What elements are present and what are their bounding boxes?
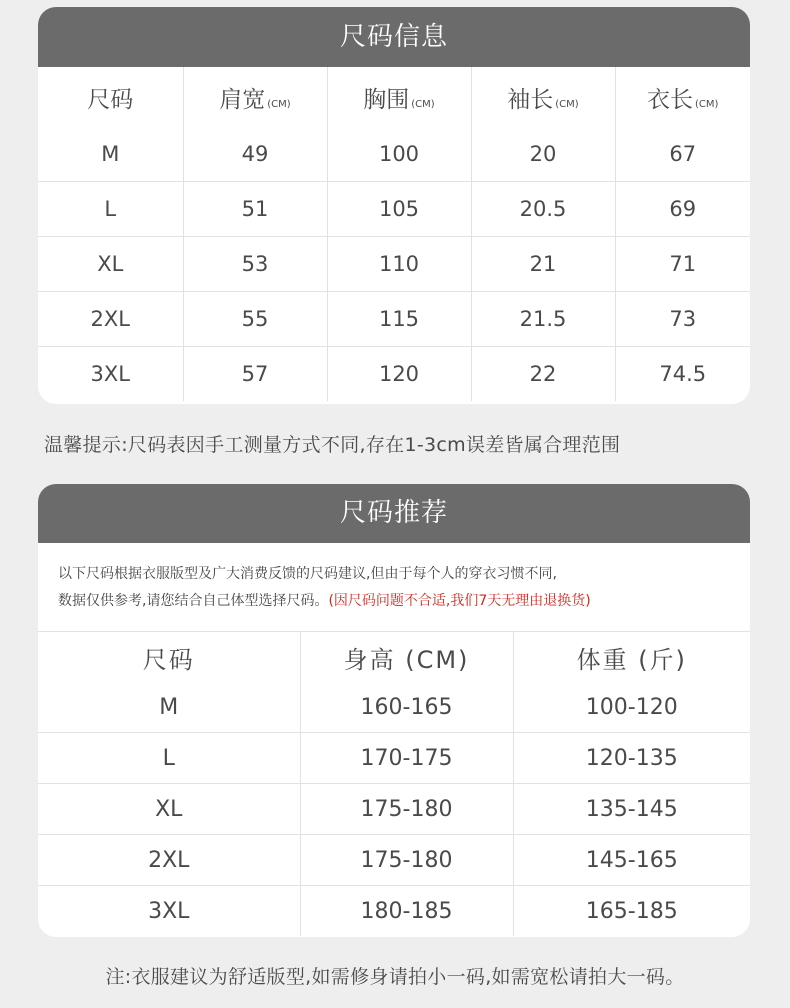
size-info-table	[38, 67, 750, 401]
cell-sleeve: 21	[471, 237, 615, 292]
cell-shoulder: 55	[183, 292, 327, 347]
cell-height: 160-165	[300, 682, 513, 733]
cell-sleeve: 22	[471, 347, 615, 402]
cell-size: L	[38, 182, 183, 237]
header-shoulder: 肩宽 (CM)	[183, 67, 327, 127]
size-info-card	[38, 7, 750, 404]
header-length: 衣长 (CM)	[647, 86, 719, 113]
cell-height: 175-180	[300, 835, 513, 886]
cell-length: 74.5	[659, 362, 707, 386]
header-size: 尺码	[38, 67, 183, 127]
cell-size: XL	[38, 237, 183, 292]
cell-size: 3XL	[38, 886, 300, 937]
size-recommend-card	[38, 484, 750, 937]
table-row	[38, 682, 750, 733]
table-row	[38, 127, 750, 182]
cell-length: 69	[615, 182, 750, 237]
cell-weight: 135-145	[513, 784, 750, 835]
header-sleeve: 袖长 (CM)	[471, 67, 615, 127]
cell-chest: 105	[327, 182, 471, 237]
cell-height: 180-185	[300, 886, 513, 937]
table-row	[38, 733, 750, 784]
table-row	[38, 784, 750, 835]
header-size: 尺码	[38, 632, 300, 682]
cell-shoulder: 51	[183, 182, 327, 237]
cell-length: 71	[615, 237, 750, 292]
cell-shoulder: 53	[183, 237, 327, 292]
cell-weight: 145-165	[513, 835, 750, 886]
intro-line-2: 数据仅供参考,请您结合自己体型选择尺码。(因尺码问题不合适,我们7天无理由退换货)	[58, 593, 591, 609]
cell-chest: 110	[327, 237, 471, 292]
cell-height: 175-180	[300, 784, 513, 835]
cell-shoulder: 57	[183, 347, 327, 402]
size-info-title: 尺码信息	[38, 7, 750, 67]
table-row	[38, 886, 750, 937]
cell-weight: 165-185	[585, 898, 678, 924]
recommend-header-row	[38, 632, 750, 682]
cell-size: 2XL	[38, 835, 300, 886]
size-info-header-row	[38, 67, 750, 127]
table-row	[38, 182, 750, 237]
cell-size: XL	[38, 784, 300, 835]
cell-chest: 115	[327, 292, 471, 347]
cell-size: M	[38, 682, 300, 733]
table-row	[38, 292, 750, 347]
cell-sleeve: 20	[471, 127, 615, 182]
intro-line-1: 以下尺码根据衣服版型及广大消费反馈的尺码建议,但由于每个人的穿衣习惯不同,	[58, 566, 557, 582]
cell-size: 2XL	[38, 292, 183, 347]
cell-shoulder: 49	[183, 127, 327, 182]
fit-note: 注:衣服建议为舒适版型,如需修身请拍小一码,如需宽松请拍大一码。	[105, 966, 685, 988]
cell-size: L	[38, 733, 300, 784]
cell-weight: 100-120	[513, 682, 750, 733]
size-recommend-table	[38, 632, 750, 936]
cell-size: 3XL	[38, 347, 183, 402]
cell-sleeve: 21.5	[471, 292, 615, 347]
return-policy-warning: (因尺码问题不合适,我们7天无理由退换货)	[328, 593, 591, 609]
measurement-tip: 温馨提示:尺码表因手工测量方式不同,存在1-3cm误差皆属合理范围	[44, 434, 621, 456]
cell-chest: 100	[327, 127, 471, 182]
header-chest: 胸围 (CM)	[327, 67, 471, 127]
cell-weight: 120-135	[513, 733, 750, 784]
size-recommend-title: 尺码推荐	[38, 484, 750, 543]
cell-height: 170-175	[300, 733, 513, 784]
cell-chest: 120	[327, 347, 471, 402]
cell-length: 67	[615, 127, 750, 182]
cell-size: M	[38, 127, 183, 182]
cell-sleeve: 20.5	[471, 182, 615, 237]
header-weight: 体重 (斤)	[576, 645, 687, 674]
table-row	[38, 835, 750, 886]
cell-length: 73	[615, 292, 750, 347]
recommend-intro	[38, 543, 750, 632]
header-height: 身高 (CM)	[300, 632, 513, 682]
table-row	[38, 237, 750, 292]
table-row	[38, 347, 750, 402]
